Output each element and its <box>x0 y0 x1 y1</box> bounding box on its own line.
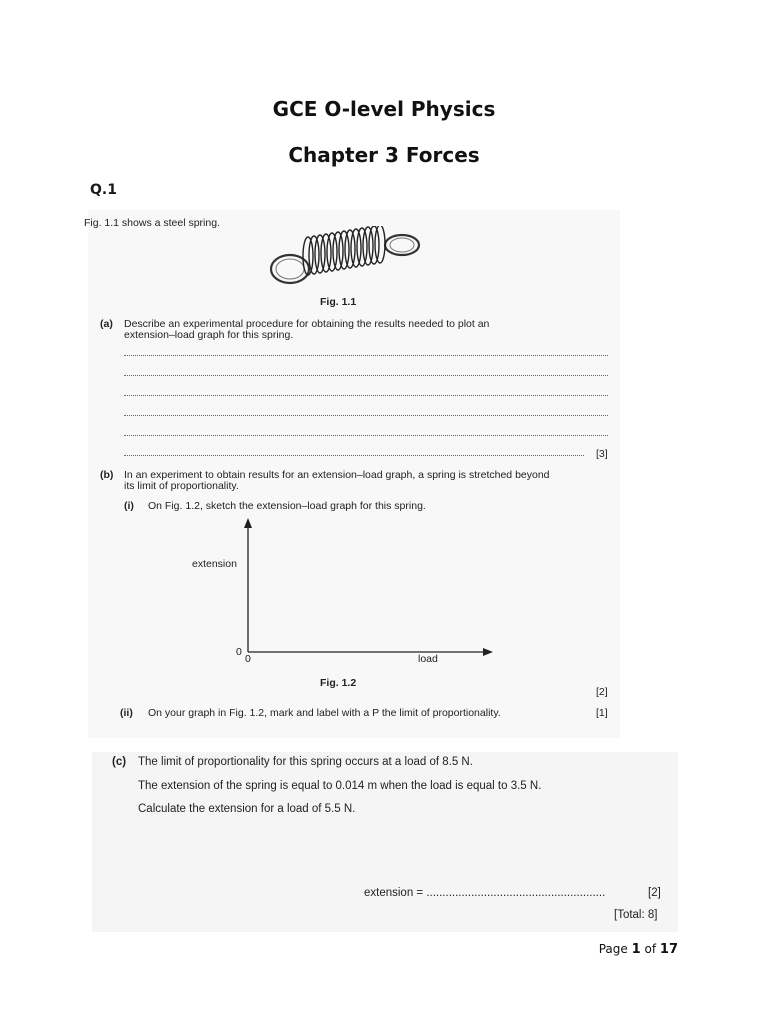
document-title: GCE O-level Physics <box>272 97 496 121</box>
question-number: Q.1 <box>90 182 117 198</box>
part-bii-label: (ii) <box>120 707 133 719</box>
part-bi-marks: [2] <box>596 686 608 698</box>
part-c-marks: [2] <box>648 887 661 899</box>
page-footer <box>599 942 678 957</box>
part-b-label: (b) <box>100 469 114 481</box>
graph-x-origin: 0 <box>245 653 251 665</box>
answer-line <box>124 355 608 357</box>
part-bi-text: On Fig. 1.2, sketch the extension–load graph for this spring. <box>148 500 426 512</box>
part-b-text-2: its limit of proportionality. <box>124 480 239 492</box>
answer-line <box>124 395 608 397</box>
part-a-label: (a) <box>100 318 113 330</box>
extension-answer-line: extension = ........................................................ <box>364 887 606 899</box>
part-a-text-2: extension–load graph for this spring. <box>124 329 294 341</box>
part-bi-label: (i) <box>124 500 134 512</box>
fig1-intro: Fig. 1.1 shows a steel spring. <box>84 217 220 229</box>
answer-line <box>124 375 608 377</box>
graph-y-label: extension <box>192 558 237 570</box>
page-total: 17 <box>659 942 678 957</box>
part-a-text: Describe an experimental procedure for obtaining the results needed to plot an <box>124 318 490 330</box>
of-word: of <box>644 942 657 956</box>
exam-scan-part-ab <box>84 210 620 738</box>
page-word: Page <box>598 942 628 956</box>
part-a-marks: [3] <box>596 448 608 460</box>
part-bii-marks: [1] <box>596 707 608 719</box>
answer-line <box>124 415 608 417</box>
total-marks: [Total: 8] <box>614 909 658 921</box>
page-number: 1 <box>631 942 641 957</box>
exam-scan-part-c <box>92 752 678 932</box>
graph-x-label: load <box>418 653 438 665</box>
graph-y-origin: 0 <box>236 646 242 658</box>
part-b-text: In an experiment to obtain results for an extension–load graph, a spring is stretched beyond <box>124 469 550 481</box>
part-c-line3: Calculate the extension for a load of 5.5 N. <box>138 803 356 815</box>
extension-load-axes <box>236 516 496 658</box>
chapter-title: Chapter 3 Forces <box>288 143 480 167</box>
part-bii-text: On your graph in Fig. 1.2, mark and label with a P the limit of proportionality. <box>148 707 501 719</box>
part-c-line1: The limit of proportionality for this spring occurs at a load of 8.5 N. <box>138 756 473 768</box>
answer-line <box>124 435 608 437</box>
part-c-line2: The extension of the spring is equal to 0.014 m when the load is equal to 3.5 N. <box>138 780 542 792</box>
spring-figure <box>266 226 426 288</box>
answer-line <box>124 455 584 457</box>
fig1-caption: Fig. 1.1 <box>320 296 357 308</box>
fig2-caption: Fig. 1.2 <box>320 677 357 689</box>
part-c-label: (c) <box>112 756 127 768</box>
